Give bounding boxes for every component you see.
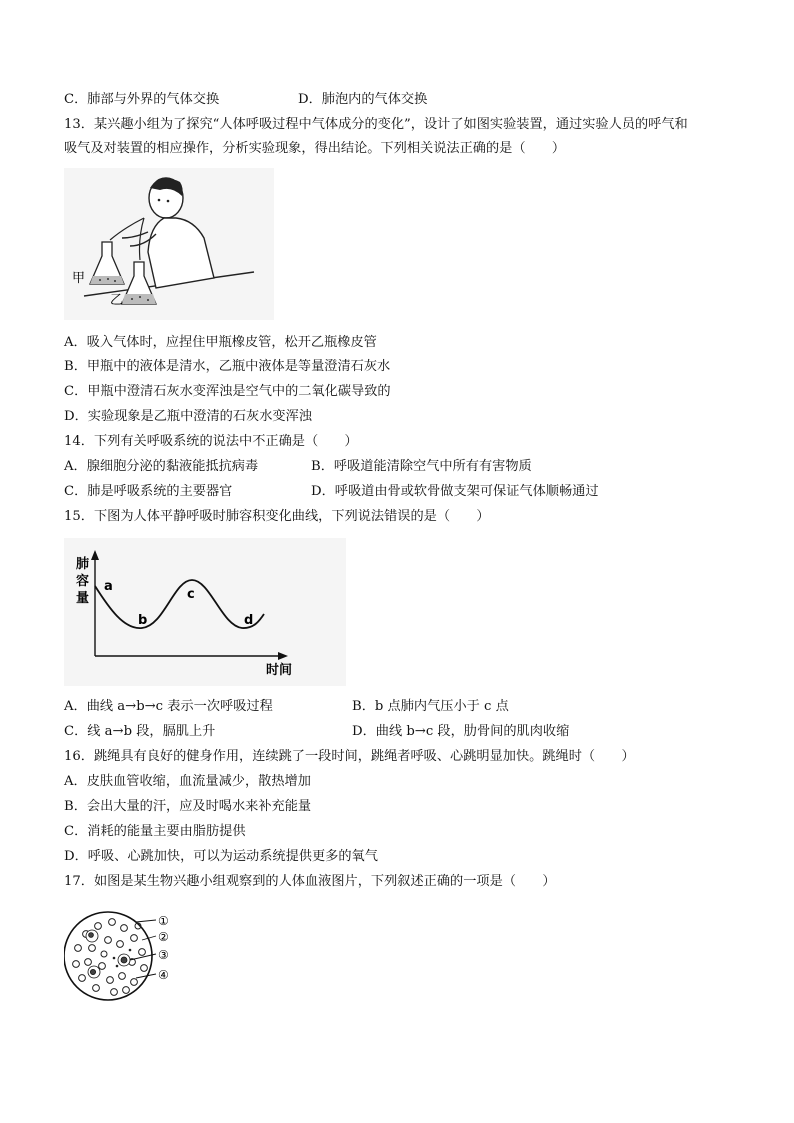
q15-option-c: C．线 a→b 段，膈肌上升 bbox=[64, 724, 216, 739]
label-jia: 甲 bbox=[72, 271, 86, 286]
label-2: ② bbox=[158, 930, 169, 944]
q13-option-a: A．吸入气体时，应捏住甲瓶橡皮管，松开乙瓶橡皮管 bbox=[64, 335, 377, 350]
q13-option-d: D．实验现象是乙瓶中澄清的石灰水变浑浊 bbox=[64, 409, 312, 424]
label-yi: 乙 bbox=[110, 293, 124, 308]
q15-option-b: B．b 点肺内气压小于 c 点 bbox=[352, 699, 509, 714]
q16-stem: 16．跳绳具有良好的健身作用，连续跳了一段时间，跳绳者呼吸、心跳明显加快。跳绳时（ ） bbox=[64, 749, 635, 764]
label-3: ③ bbox=[158, 948, 169, 962]
q13-stem-line1: 13．某兴趣小组为了探究“人体呼吸过程中气体成分的变化”，设计了如图实验装置，通过实验人员的呼气和 bbox=[64, 117, 688, 132]
smear-field bbox=[64, 912, 152, 1000]
q17-blood-smear-figure bbox=[64, 904, 184, 1004]
q14-option-c: C．肺是呼吸系统的主要器官 bbox=[64, 484, 233, 499]
label-4: ④ bbox=[158, 968, 169, 982]
point-d: d bbox=[244, 613, 254, 628]
point-a: a bbox=[104, 579, 113, 594]
label-1: ① bbox=[158, 914, 169, 928]
q14-option-a: A．腺细胞分泌的黏液能抵抗病毒 bbox=[64, 459, 259, 474]
q13-option-b: B．甲瓶中的液体是清水，乙瓶中液体是等量澄清石灰水 bbox=[64, 359, 391, 374]
q15-option-a: A．曲线 a→b→c 表示一次呼吸过程 bbox=[64, 699, 273, 714]
xlabel: 时间 bbox=[266, 663, 293, 678]
q14-option-d: D．呼吸道由骨或软骨做支架可保证气体顺畅通过 bbox=[311, 484, 599, 499]
q14-option-b: B．呼吸道能清除空气中所有有害物质 bbox=[311, 459, 532, 474]
q16-option-b: B．会出大量的汗，应及时喝水来补充能量 bbox=[64, 799, 312, 814]
point-c: c bbox=[187, 587, 195, 602]
q16-option-a: A．皮肤血管收缩，血流量减少，散热增加 bbox=[64, 774, 311, 789]
q15-lung-volume-graph bbox=[64, 538, 346, 686]
q12-option-c: C．肺部与外界的气体交换 bbox=[64, 92, 220, 107]
point-b: b bbox=[138, 613, 148, 628]
q16-option-c: C．消耗的能量主要由脂肪提供 bbox=[64, 824, 246, 839]
q13-stem-line2: 吸气及对装置的相应操作，分析实验现象，得出结论。下列相关说法正确的是（ ） bbox=[64, 141, 566, 156]
q14-stem: 14．下列有关呼吸系统的说法中不正确是（ ） bbox=[64, 434, 358, 449]
q17-stem: 17．如图是某生物兴趣小组观察到的人体血液图片，下列叙述正确的一项是（ ） bbox=[64, 874, 556, 889]
q12-option-d: D．肺泡内的气体交换 bbox=[298, 92, 428, 107]
q15-stem: 15．下图为人体平静呼吸时肺容积变化曲线，下列说法错误的是（ ） bbox=[64, 509, 490, 524]
q15-option-d: D．曲线 b→c 段，肋骨间的肌肉收缩 bbox=[352, 724, 570, 739]
q13-experiment-figure bbox=[64, 168, 274, 320]
q13-option-c: C．甲瓶中澄清石灰水变浑浊是空气中的二氧化碳导致的 bbox=[64, 384, 391, 399]
q16-option-d: D．呼吸、心跳加快，可以为运动系统提供更多的氧气 bbox=[64, 849, 378, 864]
ylabel-char-2: 容 bbox=[76, 574, 90, 589]
ylabel-char-1: 肺 bbox=[76, 557, 90, 572]
ylabel-char-3: 量 bbox=[76, 591, 90, 606]
